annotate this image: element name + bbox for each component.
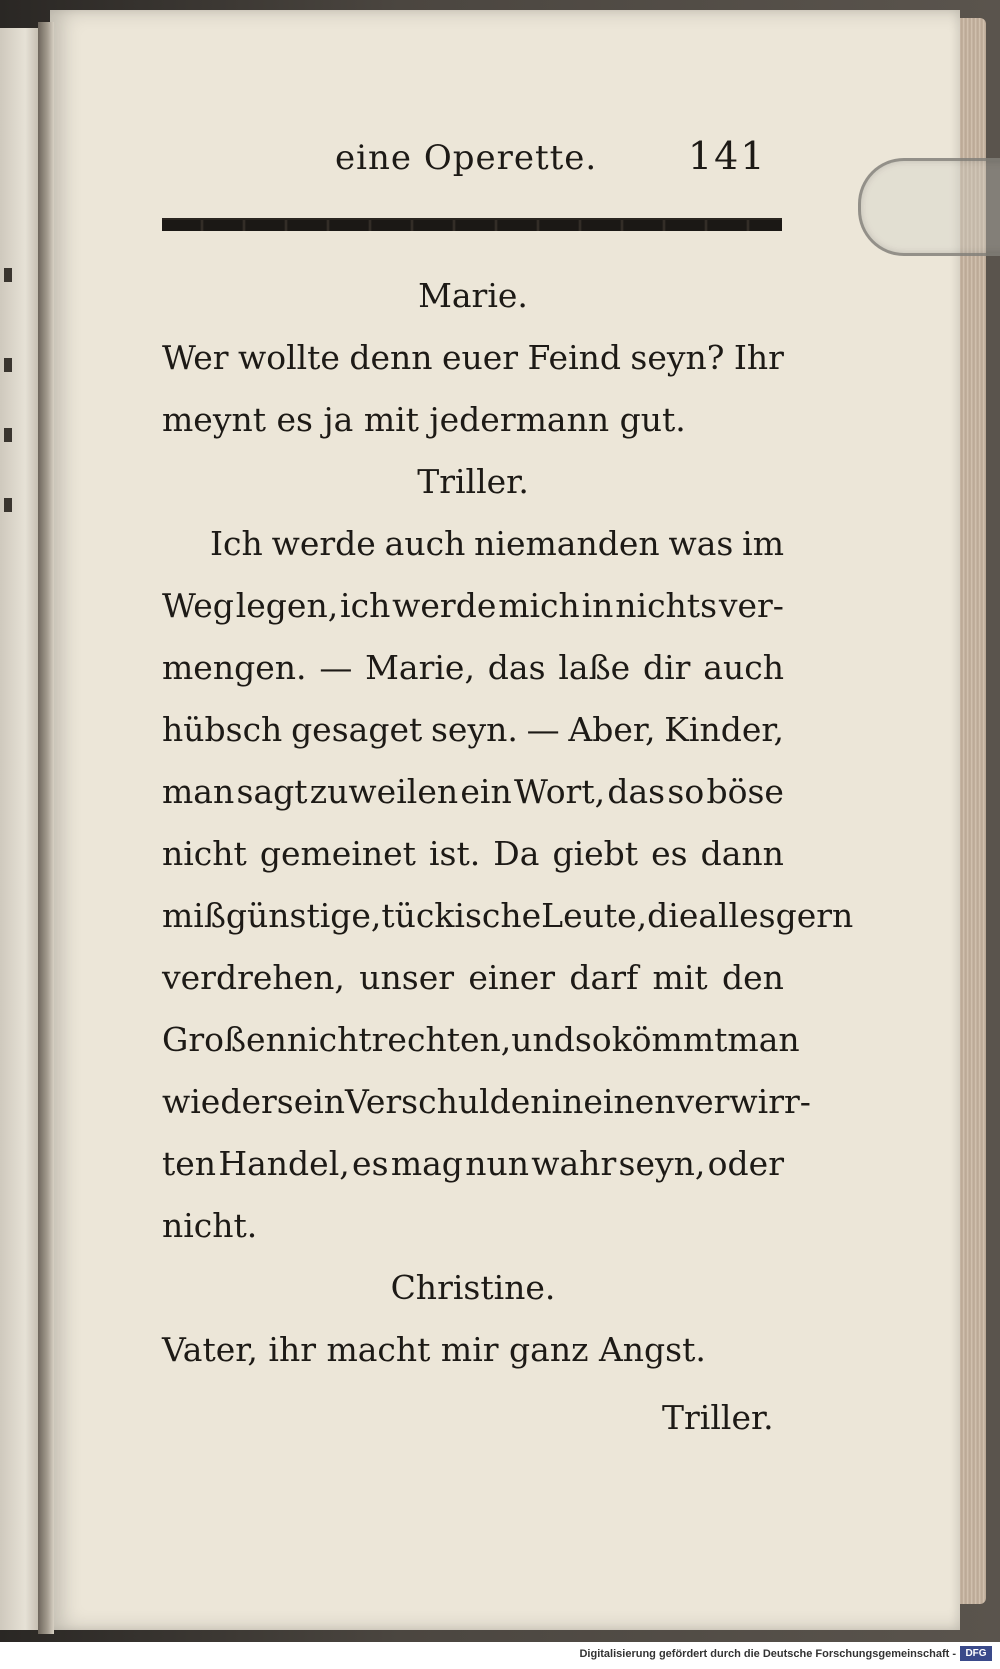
text-line: Vater, ihr macht mir ganz Angst. [162,1330,706,1369]
text-line: Weg legen, ich werde mich in nichts ver- [162,586,784,625]
text-line: Großen nicht rechten, und so kömmt man [162,1020,800,1059]
speaker-name: Marie. [418,276,528,315]
digitization-credit: Digitalisierung gefördert durch die Deutsche Forschungsgemeinschaft - [579,1648,956,1660]
speaker-name: Christine. [390,1268,556,1307]
text-line: man sagt zuweilen ein Wort, das so böse [162,772,784,811]
dfg-logo: DFG [960,1646,992,1661]
ink-mark [4,268,12,282]
text-line: hübsch gesaget seyn. — Aber, Kinder, [162,710,784,749]
header-rule [162,218,782,231]
catchword: Triller. [662,1398,774,1437]
text-line: wieder sein Verschulden in einen verwirr- [162,1082,811,1121]
speaker-name: Triller. [417,462,529,501]
text-line: ten Handel, es mag nun wahr seyn, oder [162,1144,784,1183]
text-line: mißgünstige, tückische Leute, die alles gern [162,896,854,935]
text-line: nicht gemeinet ist. Da giebt es dann [162,834,784,873]
book-gutter [38,22,54,1634]
main-text [162,265,854,1381]
page-clip [858,158,1000,256]
page-number: 141 [688,134,767,178]
text-line: mengen. — Marie, das laße dir auch [162,648,784,687]
ink-mark [4,498,12,512]
ink-mark [4,428,12,442]
text-line: nicht. [162,1206,258,1245]
text-line: Ich werde auch niemanden was im [210,524,784,563]
ink-mark [4,358,12,372]
previous-page-edge [0,28,42,1630]
text-line: verdrehen, unser einer darf mit den [162,958,784,997]
text-line: meynt es ja mit jedermann gut. [162,400,686,439]
text-line: Wer wollte denn euer Feind seyn? Ihr [162,338,784,377]
running-title: eine Operette. [335,138,598,178]
